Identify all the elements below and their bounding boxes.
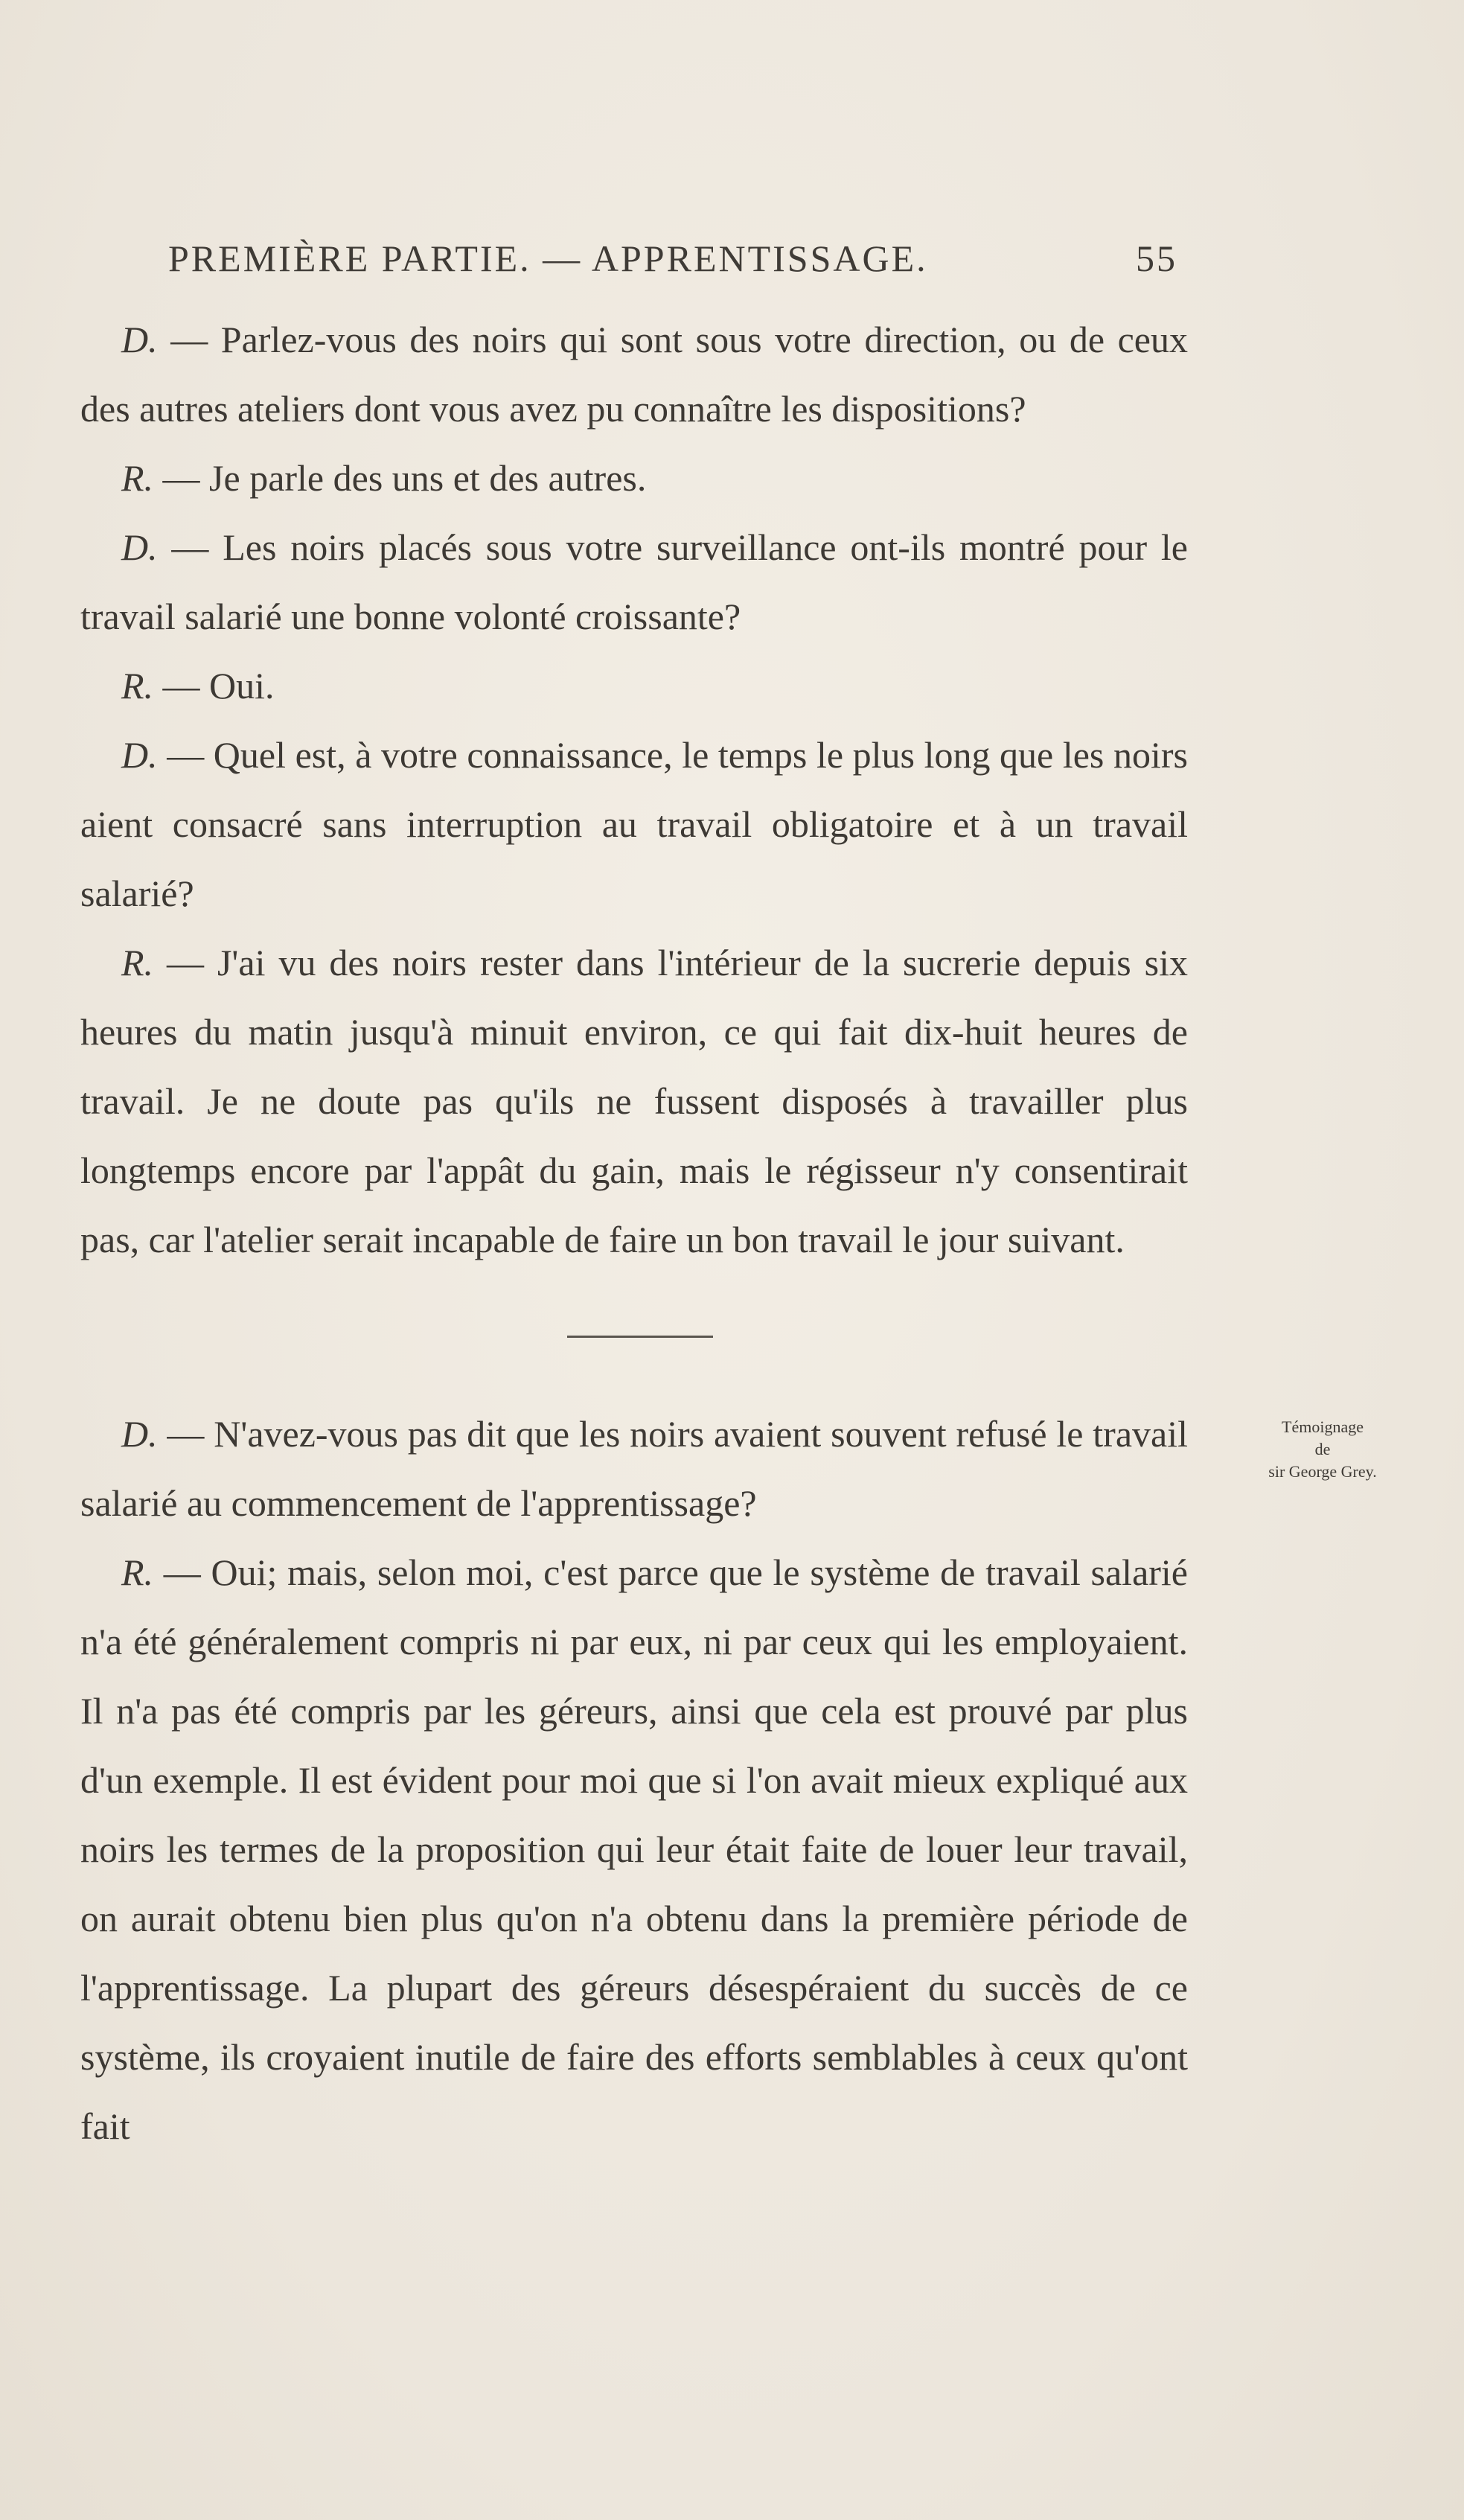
- margin-note-line: sir George Grey.: [1268, 1462, 1377, 1481]
- speaker-label: R.: [121, 665, 154, 706]
- section-divider: [567, 1336, 713, 1338]
- answer-paragraph: [80, 1538, 1188, 2161]
- paragraph-text: — Oui; mais, selon moi, c'est parce que le système de travail salarié n'a été généralement compris ni par eux, ni par ceux qui les employaient. Il n'a pas été compris par les géreurs, ainsi que cela est prouvé par plus d'un exemple. Il est évident pour moi que si l'on avait mieux expliqué aux noirs les termes de la proposition qui leur était faite de louer leur travail, on aurait obtenu bien plus qu'on n'a obtenu dans la première période de l'apprentissage. La plupart des géreurs désespéraient du succès de ce système, ils croyaient inutile de faire des efforts semblables à ceux qu'ont fait: [80, 1551, 1188, 2147]
- speaker-label: D.: [121, 734, 158, 776]
- paragraph-text: — J'ai vu des noirs rester dans l'intérieur de la sucrerie depuis six heures du matin jusqu'à minuit environ, ce qui fait dix-huit heures de travail. Je ne doute pas qu'ils ne fussent disposés à travailler plus longtemps encore par l'appât du gain, mais le régisseur n'y consentirait pas, car l'atelier serait incapable de faire un bon travail le jour suivant.: [80, 942, 1188, 1260]
- question-paragraph: [80, 1400, 1188, 1538]
- speaker-label: R.: [121, 942, 154, 983]
- answer-paragraph: [80, 651, 1188, 721]
- answer-paragraph: [80, 928, 1188, 1275]
- margin-note: [1237, 1416, 1408, 1483]
- question-paragraph: [80, 721, 1188, 928]
- paragraph-text: — N'avez-vous pas dit que les noirs avaient souvent refusé le travail salarié au commencement de l'apprentissage?: [80, 1413, 1188, 1524]
- paragraph-text: — Quel est, à votre connaissance, le temps le plus long que les noirs aient consacré sans interruption au travail obligatoire et à un travail salarié?: [80, 734, 1188, 914]
- paragraph-text: — Parlez-vous des noirs qui sont sous votre direction, ou de ceux des autres ateliers dont vous avez pu connaître les dispositions?: [80, 319, 1188, 430]
- speaker-label: D.: [121, 319, 158, 360]
- page-number: 55: [1136, 237, 1177, 279]
- speaker-label: R.: [121, 457, 154, 499]
- paragraph-text: — Oui.: [153, 665, 275, 706]
- running-title: PREMIÈRE PARTIE. — APPRENTISSAGE.: [168, 237, 928, 279]
- paragraph-text: — Je parle des uns et des autres.: [153, 457, 647, 499]
- speaker-label: D.: [121, 526, 158, 568]
- speaker-label: D.: [121, 1413, 158, 1455]
- margin-note-line: de: [1314, 1440, 1331, 1458]
- question-paragraph: [80, 305, 1188, 444]
- margin-note-line: Témoignage: [1282, 1417, 1364, 1436]
- running-header: [168, 237, 1177, 280]
- dialogue-block-2: [80, 1400, 1188, 2161]
- speaker-label: R.: [121, 1551, 154, 1593]
- answer-paragraph: [80, 444, 1188, 513]
- question-paragraph: [80, 513, 1188, 651]
- dialogue-block-1: [80, 305, 1188, 1275]
- paragraph-text: — Les noirs placés sous votre surveillance ont-ils montré pour le travail salarié une bonne volonté croissante?: [80, 526, 1188, 637]
